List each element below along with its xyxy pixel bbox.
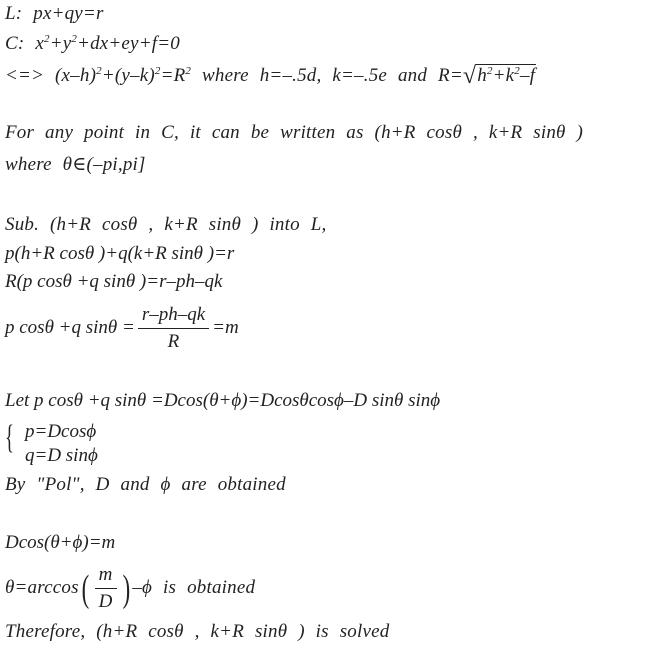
line-therefore-solved: Therefore, (h+R cosθ , k+R sinθ ) is solved <box>5 621 390 642</box>
line-expanded: p(h+R cosθ )+q(k+R sinθ )=r <box>5 243 235 264</box>
fraction <box>95 562 117 615</box>
line-pol-obtained: By "Pol", D and ϕ are obtained <box>5 474 286 495</box>
line-q-definition: q=D sinϕ <box>25 445 98 466</box>
text: +k <box>492 65 515 86</box>
text: p cosθ +q sinθ = <box>5 317 135 338</box>
text: where h=–.5d, k=–.5e and R= <box>191 65 463 86</box>
text: θ=arccos <box>5 577 79 598</box>
superscript: 2 <box>71 33 78 45</box>
numerator: m <box>95 562 117 589</box>
text: =R <box>160 65 186 86</box>
superscript: 2 <box>185 65 192 77</box>
line-C-equation <box>5 32 180 56</box>
line-let-identity: Let p cosθ +q sinθ =Dcos(θ+ϕ)=Dcosθcosϕ–D sinθ sinϕ <box>5 390 441 411</box>
line-parametric-point: For any point in C, it can be written as (h+R cosθ , k+R sinθ ) <box>5 122 584 143</box>
line-theta-range: where θ∈(–pi,pi] <box>5 154 146 175</box>
radicand <box>476 64 536 86</box>
text: <=> (x–h) <box>5 65 97 86</box>
superscript: 2 <box>486 65 493 77</box>
text: h <box>477 65 487 86</box>
denominator: R <box>167 331 180 353</box>
numerator: r–ph–qk <box>138 302 209 329</box>
line-p-definition: p=Dcosϕ <box>25 421 97 442</box>
superscript: 2 <box>514 65 520 77</box>
left-brace-icon: { <box>5 419 14 456</box>
text: +dx+ey+f=0 <box>77 33 180 54</box>
text: +y <box>49 33 72 54</box>
text: +(y–k) <box>101 65 155 86</box>
line-substitute: Sub. (h+R cosθ , k+R sinθ ) into L, <box>5 214 327 235</box>
superscript: 2 <box>154 65 161 77</box>
superscript: 2 <box>43 33 50 45</box>
line-fraction-m <box>5 298 239 358</box>
text: –ϕ is obtained <box>132 577 256 598</box>
line-theta-arccos: θ=arccos( $\frac{m}{D}$ ) –ϕ is obtained <box>5 558 255 618</box>
line-d-cos-equation: Dcos(θ+ϕ)=m <box>5 532 116 553</box>
text: –f <box>520 65 536 86</box>
square-root <box>463 62 536 88</box>
line-L-equation: L: px+qy=r <box>5 3 104 24</box>
text: C: x <box>5 33 44 54</box>
line-circle-standard-form <box>5 62 536 88</box>
superscript: 2 <box>96 65 102 77</box>
denominator: D <box>98 591 113 613</box>
line-factored: R(p cosθ +q sinθ )=r–ph–qk <box>5 271 223 292</box>
text: =m <box>212 317 239 338</box>
fraction <box>138 302 209 355</box>
radical-sign-icon: √ <box>462 63 477 89</box>
